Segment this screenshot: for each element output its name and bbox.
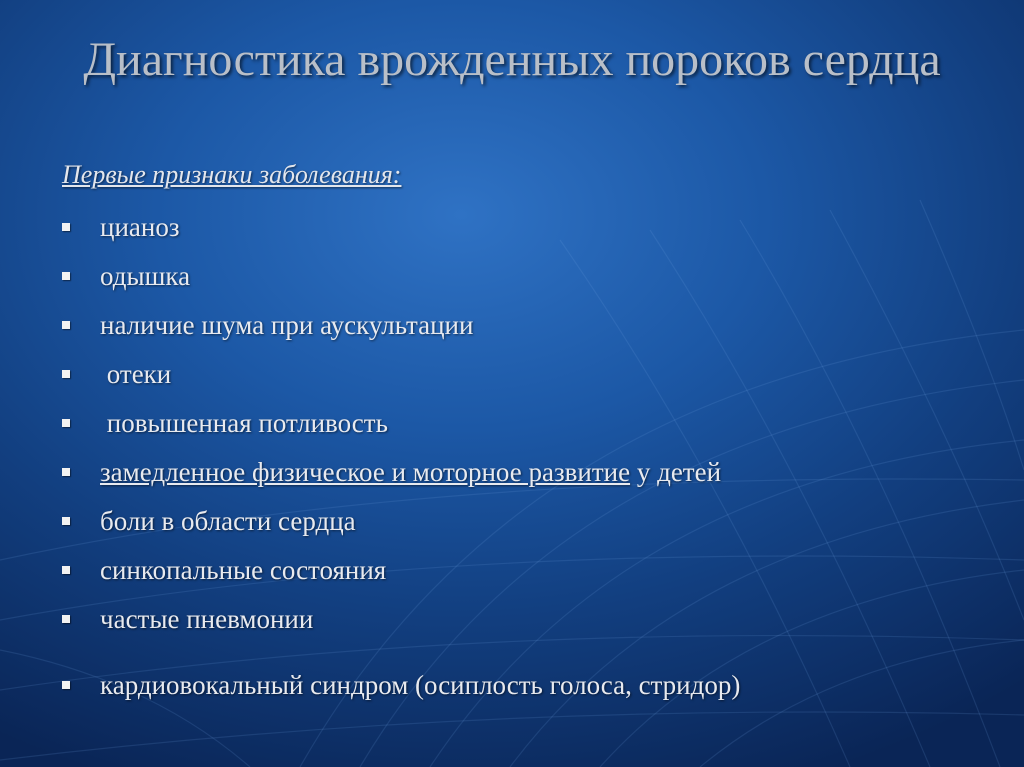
list-item-text: боли в области сердца (100, 506, 356, 536)
list-item-text: повышенная потливость (100, 408, 388, 438)
list-item-text: кардиовокальный синдром (осиплость голоса, стридор) (100, 670, 741, 700)
list-item-text: наличие шума при аускультации (100, 310, 474, 340)
list-item-text: одышка (100, 261, 191, 291)
square-bullet-icon (62, 517, 70, 525)
list-item-text (100, 450, 721, 494)
square-bullet-icon (62, 681, 70, 689)
square-bullet-icon (62, 272, 70, 280)
list-item-text: цианоз (100, 212, 180, 242)
square-bullet-icon (62, 419, 70, 427)
square-bullet-icon (62, 370, 70, 378)
list-item-text-rest: у детей (630, 457, 722, 487)
underlined-text: замедленное физическое и моторное развитие (100, 457, 631, 487)
square-bullet-icon (62, 223, 70, 231)
list-item-text: синкопальные состояния (100, 555, 387, 585)
slide-title: Диагностика врожденных пороков сердца (83, 33, 941, 86)
list-item-text: частые пневмонии (100, 604, 314, 634)
square-bullet-icon (62, 615, 70, 623)
slide-subtitle: Первые признаки заболевания: (62, 160, 402, 189)
square-bullet-icon (62, 321, 70, 329)
square-bullet-icon (62, 566, 70, 574)
square-bullet-icon (62, 468, 70, 476)
list-item-text: отеки (100, 359, 172, 389)
